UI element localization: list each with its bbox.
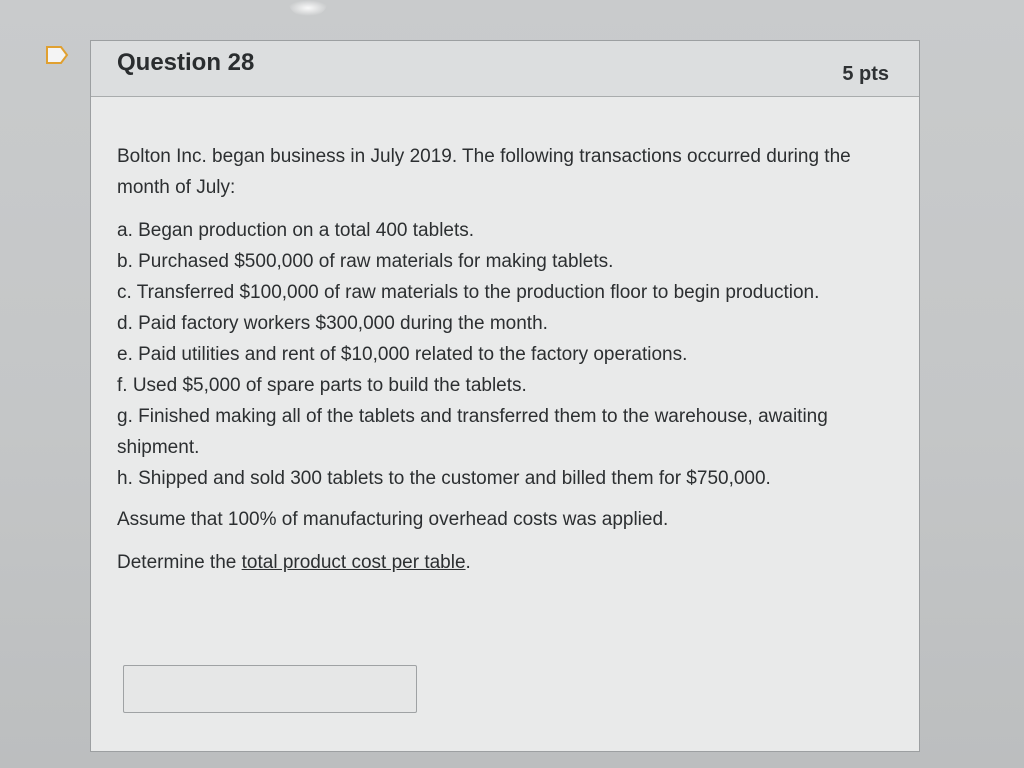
question-intro: Bolton Inc. began business in July 2019. The following transactions occurred during the month of July: <box>117 146 851 198</box>
screen-glare <box>288 0 328 16</box>
list-item: d. Paid factory workers $300,000 during the month. <box>117 313 548 334</box>
answer-input[interactable] <box>123 665 417 713</box>
question-prompt <box>117 547 877 578</box>
question-points: 5 pts <box>842 63 889 85</box>
question-title: Question 28 <box>117 49 255 76</box>
assumption-note: Assume that 100% of manufacturing overhead costs was applied. <box>117 509 669 530</box>
list-item: a. Began production on a total 400 tablets. <box>117 220 475 241</box>
prompt-prefix: Determine the <box>117 552 242 573</box>
list-item: e. Paid utilities and rent of $10,000 related to the factory operations. <box>117 344 688 365</box>
list-item: c. Transferred $100,000 of raw materials to the production floor to begin production. <box>117 282 820 303</box>
list-item: g. Finished making all of the tablets and transferred them to the warehouse, awaiting shipment. <box>117 406 828 458</box>
list-item: h. Shipped and sold 300 tablets to the customer and billed them for $750,000. <box>117 468 771 489</box>
prompt-suffix: . <box>465 552 471 573</box>
question-card <box>90 40 920 752</box>
list-item: b. Purchased $500,000 of raw materials for making tablets. <box>117 251 614 272</box>
total-product-cost-link[interactable]: total product cost per table <box>241 552 466 573</box>
flag-question-button[interactable] <box>44 44 70 66</box>
list-item: f. Used $5,000 of spare parts to build the tablets. <box>117 375 527 396</box>
transaction-list <box>117 215 877 494</box>
question-header <box>91 41 919 97</box>
question-body <box>117 141 877 578</box>
flag-icon <box>44 45 70 65</box>
